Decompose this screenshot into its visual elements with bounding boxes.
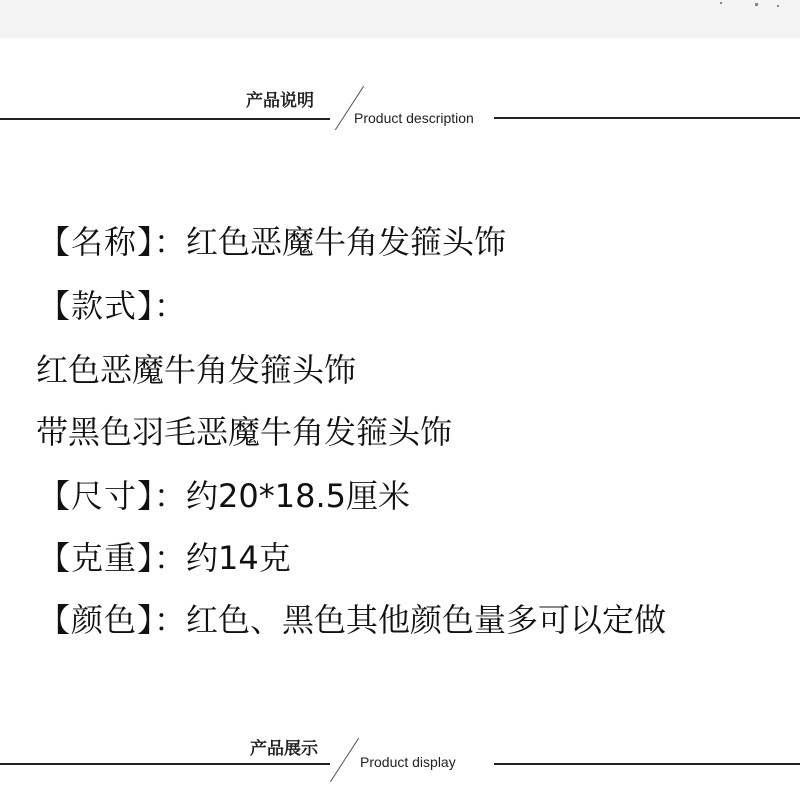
top-speck-dot <box>777 5 779 7</box>
product-display-header <box>0 722 800 782</box>
spec-name-row <box>38 222 506 262</box>
spec-label: 【颜色】 <box>38 601 155 639</box>
section-title-en: Product description <box>354 110 474 126</box>
spec-style-row <box>38 286 186 326</box>
spec-label: 【款式】 <box>38 287 155 325</box>
divider-right <box>494 763 800 765</box>
spec-separator: ： <box>154 601 187 639</box>
spec-separator: ： <box>154 287 187 325</box>
spec-value: 约20*18.5厘米 <box>186 477 411 515</box>
spec-weight-row <box>38 538 291 578</box>
top-speck-dot <box>720 2 722 4</box>
divider-left <box>0 118 330 120</box>
divider-slash <box>330 738 359 782</box>
spec-label: 【克重】 <box>38 539 155 577</box>
top-strip <box>0 0 800 38</box>
spec-color-row <box>38 600 666 640</box>
spec-value: 约14克 <box>186 539 291 577</box>
spec-value: 红色恶魔牛角发箍头饰 <box>186 223 507 261</box>
product-description-header <box>0 78 800 138</box>
spec-separator: ： <box>154 477 187 515</box>
spec-label: 【尺寸】 <box>38 477 155 515</box>
spec-separator: ： <box>154 223 187 261</box>
section-title-en: Product display <box>360 754 456 770</box>
style-option-text: 带黑色羽毛恶魔牛角发箍头饰 <box>36 413 453 451</box>
spec-style-option <box>36 412 452 452</box>
spec-separator: ： <box>154 539 187 577</box>
style-option-text: 红色恶魔牛角发箍头饰 <box>36 351 357 389</box>
section-title-cn: 产品展示 <box>250 739 318 759</box>
spec-style-option <box>36 350 356 390</box>
spec-value: 红色、黑色其他颜色量多可以定做 <box>186 601 667 639</box>
spec-size-row <box>38 476 410 516</box>
spec-label: 【名称】 <box>38 223 155 261</box>
divider-right <box>494 117 800 119</box>
divider-left <box>0 763 330 765</box>
section-title-cn: 产品说明 <box>246 91 314 111</box>
top-speck-dot <box>755 3 758 6</box>
